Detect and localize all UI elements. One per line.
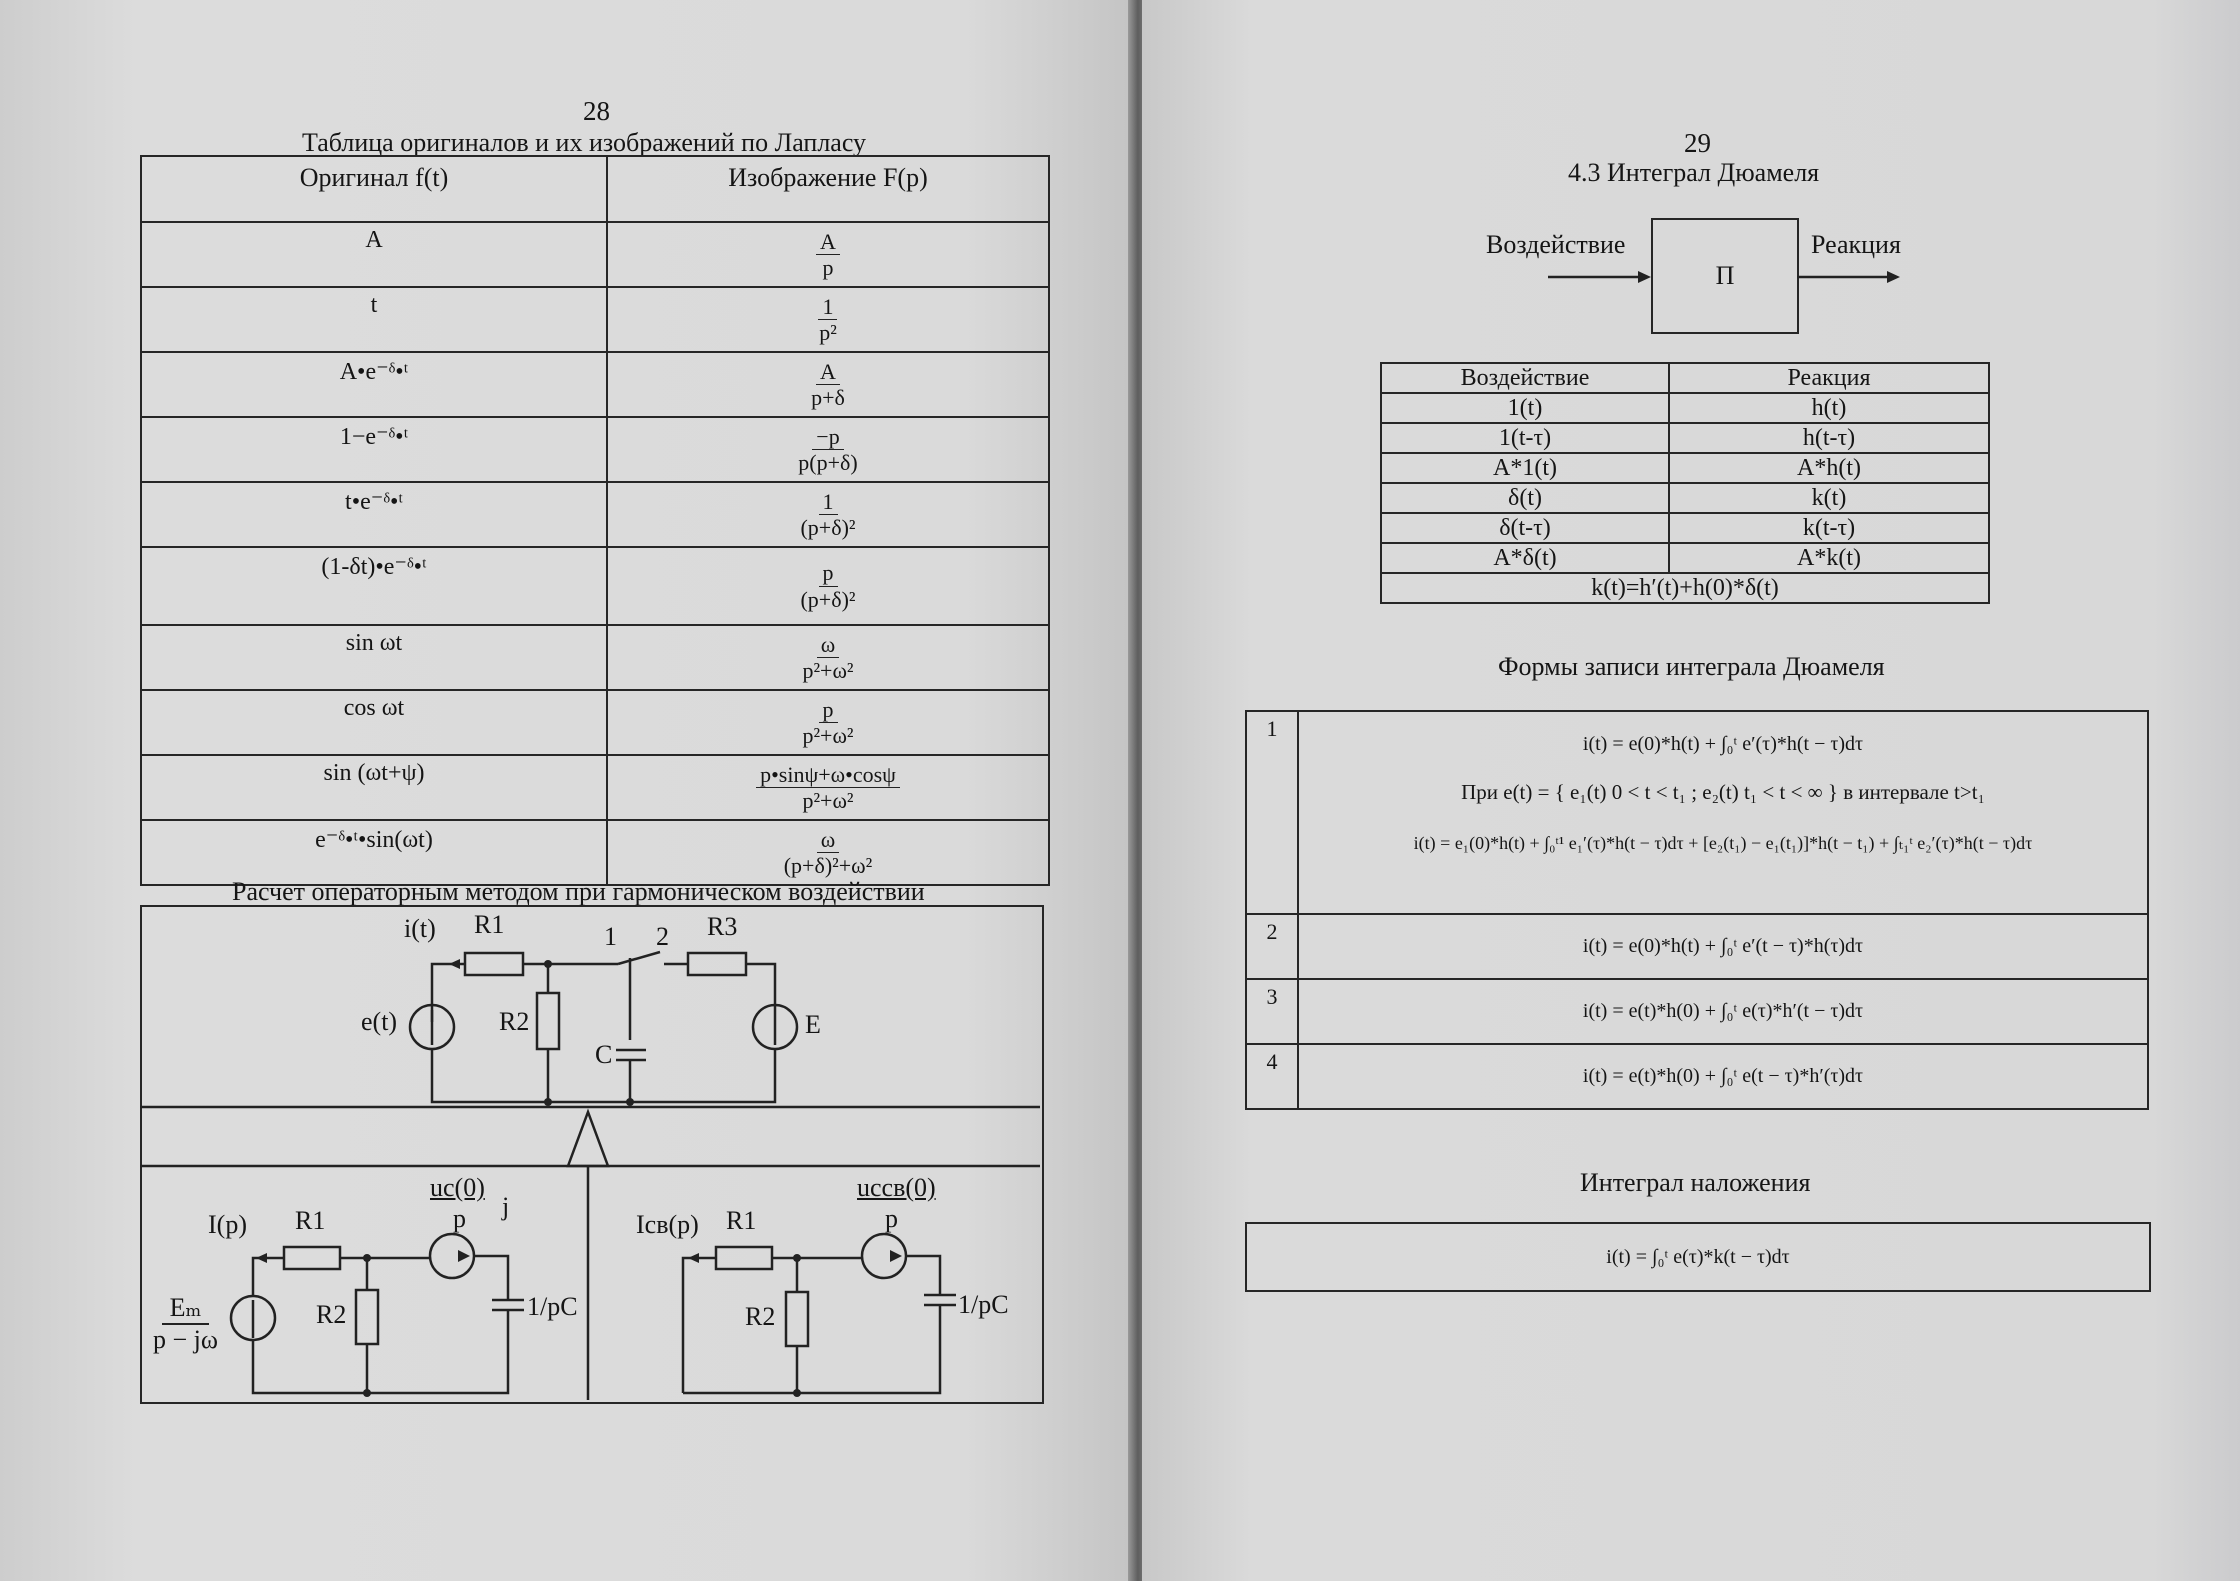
form-number: 4 xyxy=(1246,1044,1298,1109)
em-numerator: Eₘ xyxy=(162,1293,210,1325)
input-cell: δ(t) xyxy=(1381,483,1669,513)
section-title: 4.3 Интеграл Дюамеля xyxy=(1568,158,1820,187)
header-input: Воздействие xyxy=(1381,363,1669,393)
duhamel-forms-table xyxy=(1245,710,2149,1110)
image-numerator: A xyxy=(816,229,840,255)
form-number: 2 xyxy=(1246,914,1298,979)
left-circuit-r2: R2 xyxy=(316,1300,347,1329)
image-denominator: (p+δ)² xyxy=(800,586,856,612)
image-denominator: p(p+δ) xyxy=(798,450,858,475)
image-numerator: ω xyxy=(817,632,839,658)
form-1-formula: i(t) = e(0)*h(t) + ∫₀ᵗ e′(τ)*h(t − τ)dτ xyxy=(1582,733,1864,755)
page-number-right: 29 xyxy=(1684,128,1711,158)
circuit-source-e: e(t) xyxy=(361,1007,398,1036)
table-row xyxy=(1381,453,1989,483)
image-numerator: 1 xyxy=(819,489,838,515)
table-row xyxy=(1246,1044,2148,1109)
table-row xyxy=(1381,513,1989,543)
impulse-response-formula: k(t)=h′(t)+h(0)*δ(t) xyxy=(1381,573,1989,603)
circuit-r3-label: R3 xyxy=(707,912,738,941)
form-cell xyxy=(1298,1044,2148,1109)
switch-pos-2: 2 xyxy=(656,922,669,951)
right-circuit-current: Iсв(p) xyxy=(636,1210,699,1239)
superposition-formula: i(t) = ∫₀ᵗ e(τ)*k(t − τ)dτ xyxy=(1606,1245,1790,1268)
forms-title: Формы записи интеграла Дюамеля xyxy=(1498,652,1885,681)
image-numerator: p xyxy=(819,697,838,723)
header-output: Реакция xyxy=(1669,363,1989,393)
image-denominator: p+δ xyxy=(811,385,845,410)
image-denominator: p xyxy=(822,255,834,280)
original-cell: t•e⁻ᵟ•ᵗ xyxy=(141,482,607,547)
circuit-capacitor-label: C xyxy=(595,1040,613,1069)
input-cell: 1(t) xyxy=(1381,393,1669,423)
image-numerator: ω xyxy=(817,827,839,853)
input-cell: 1(t-τ) xyxy=(1381,423,1669,453)
form-4-formula: i(t) = e(t)*h(0) + ∫₀ᵗ e(t − τ)*h′(τ)dτ xyxy=(1582,1065,1864,1087)
original-cell: A xyxy=(141,222,607,287)
image-numerator: p•sinψ+ω•cosψ xyxy=(756,762,900,788)
original-cell: sin (ωt+ψ) xyxy=(141,755,607,820)
circuit-r1-label: R1 xyxy=(474,910,505,939)
block-input-label: Воздействие xyxy=(1486,230,1626,259)
right-circuit-r1: R1 xyxy=(726,1206,757,1235)
response-table xyxy=(1380,362,1990,604)
original-cell: (1-δt)•e⁻ᵟ•ᵗ xyxy=(141,547,607,625)
laplace-table-title: Таблица оригиналов и их изображений по Лапласу xyxy=(302,128,867,157)
table-header-row xyxy=(1381,363,1989,393)
circuit-r2-label: R2 xyxy=(499,1007,530,1036)
original-cell: sin ωt xyxy=(141,625,607,690)
left-circuit-source xyxy=(153,1293,218,1355)
header-original: Оригинал f(t) xyxy=(141,156,607,222)
form-2-formula: i(t) = e(0)*h(t) + ∫₀ᵗ e′(t − τ)*h(τ)dτ xyxy=(1582,935,1864,957)
left-circuit-capacitor: 1/pC xyxy=(527,1292,578,1321)
table-row xyxy=(1381,543,1989,573)
header-image: Изображение F(p) xyxy=(607,156,1049,222)
output-cell: k(t) xyxy=(1669,483,1989,513)
right-circuit-capacitor: 1/pC xyxy=(958,1290,1009,1319)
form-cell xyxy=(1298,914,2148,979)
form-1-formula-2: i(t) = e₁(0)*h(t) + ∫₀ᵗ¹ e₁′(τ)*h(t − τ)dτ + [e₂(t₁) − e₁(t₁)]*h(t − t₁) + ∫ₜ₁ᵗ e₂′(τ)*h(t − τ)dτ xyxy=(1413,833,2033,853)
em-denominator: p − jω xyxy=(153,1325,218,1354)
original-cell: A•e⁻ᵟ•ᵗ xyxy=(141,352,607,417)
system-block: П xyxy=(1651,218,1799,334)
table-row xyxy=(1381,483,1989,513)
output-cell: k(t-τ) xyxy=(1669,513,1989,543)
image-denominator: (p+δ)²+ω² xyxy=(783,853,873,878)
table-row xyxy=(1381,393,1989,423)
form-3-formula: i(t) = e(t)*h(0) + ∫₀ᵗ e(τ)*h′(t − τ)dτ xyxy=(1582,1000,1864,1022)
original-cell: t xyxy=(141,287,607,352)
form-cell xyxy=(1298,979,2148,1044)
image-numerator: p xyxy=(819,560,838,586)
image-denominator: (p+δ)² xyxy=(800,515,856,540)
table-row xyxy=(1381,573,1989,603)
table-row xyxy=(1246,914,2148,979)
form-cell xyxy=(1298,711,2148,914)
left-circuit-p: p xyxy=(453,1204,466,1233)
left-circuit-r1: R1 xyxy=(295,1206,326,1235)
input-cell: δ(t-τ) xyxy=(1381,513,1669,543)
left-circuit-uc: uc(0) xyxy=(430,1173,485,1202)
original-cell: e⁻ᵟ•ᵗ•sin(ωt) xyxy=(141,820,607,885)
operator-section-title: Расчет операторным методом при гармоническом воздействии xyxy=(232,877,925,906)
original-cell: cos ωt xyxy=(141,690,607,755)
image-denominator: p²+ω² xyxy=(802,658,854,683)
circuit-current-i: i(t) xyxy=(404,914,436,943)
output-cell: A*k(t) xyxy=(1669,543,1989,573)
right-circuit-r2: R2 xyxy=(745,1302,776,1331)
superposition-box xyxy=(1245,1222,2151,1292)
form-number: 3 xyxy=(1246,979,1298,1044)
table-row xyxy=(1246,711,2148,914)
right-circuit-uc: uссв(0) xyxy=(857,1173,936,1202)
table-row xyxy=(1381,423,1989,453)
left-circuit-j: j xyxy=(502,1192,510,1221)
image-numerator: A xyxy=(816,359,840,385)
form-number: 1 xyxy=(1246,711,1298,914)
left-circuit-current: I(p) xyxy=(208,1210,247,1239)
output-cell: A*h(t) xyxy=(1669,453,1989,483)
input-cell: A*1(t) xyxy=(1381,453,1669,483)
block-output-label: Реакция xyxy=(1811,230,1901,259)
right-circuit-p: p xyxy=(885,1204,898,1233)
page-number-left: 28 xyxy=(583,96,610,126)
image-denominator: p² xyxy=(819,320,837,345)
form-1-condition: При e(t) = { e₁(t) 0 < t < t₁ ; e₂(t) t₁ < t < ∞ } в интервале t>t₁ xyxy=(1461,780,1985,804)
block-arrows xyxy=(1540,262,1920,292)
output-cell: h(t-τ) xyxy=(1669,423,1989,453)
original-cell: 1−e⁻ᵟ•ᵗ xyxy=(141,417,607,482)
image-denominator: p²+ω² xyxy=(802,723,854,748)
image-denominator: p²+ω² xyxy=(802,788,854,813)
image-numerator: −p xyxy=(812,424,843,450)
table-row xyxy=(1246,979,2148,1044)
circuit-source-E: E xyxy=(805,1010,821,1039)
switch-pos-1: 1 xyxy=(604,922,617,951)
input-cell: A*δ(t) xyxy=(1381,543,1669,573)
superposition-title: Интеграл наложения xyxy=(1580,1168,1811,1197)
output-cell: h(t) xyxy=(1669,393,1989,423)
image-numerator: 1 xyxy=(818,294,837,320)
